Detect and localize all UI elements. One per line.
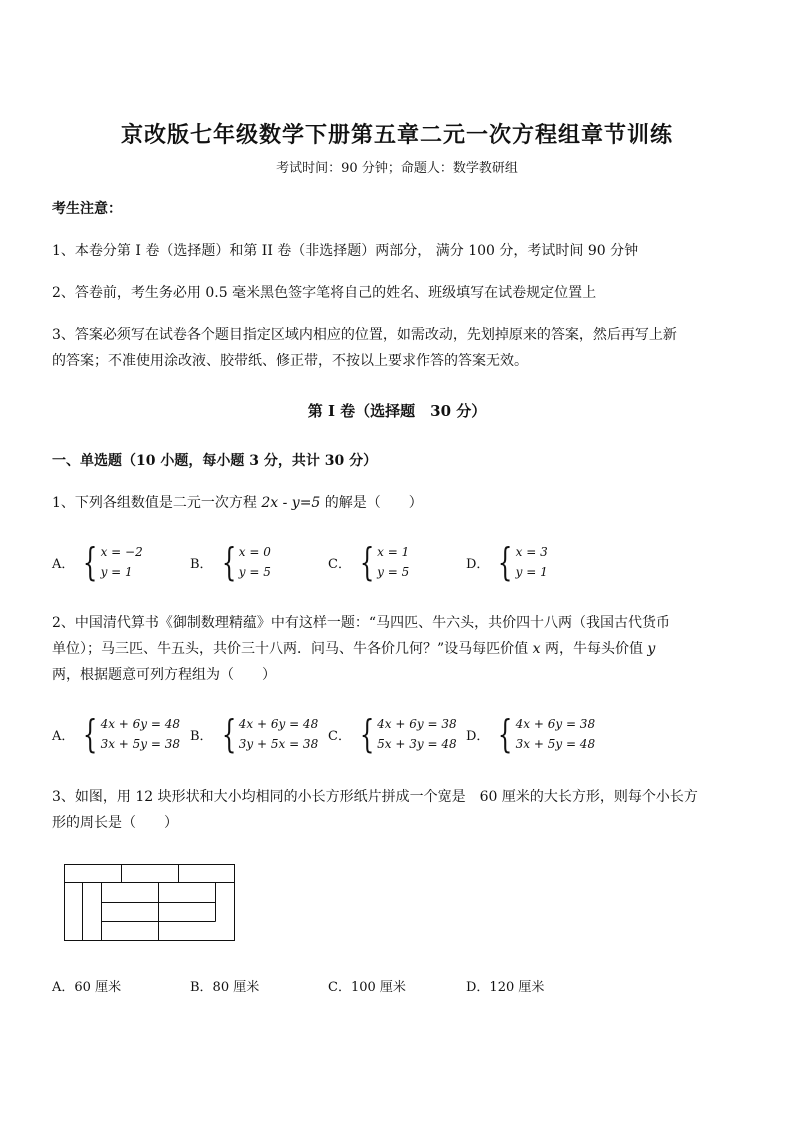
question-1-stem: 1、下列各组数值是二元一次方程 2x - y=5 的解是（ ） bbox=[52, 495, 423, 511]
equation: 2x - y=5 bbox=[261, 495, 321, 511]
option-c[interactable]: C． { 4x + 6y = 38 5x + 3y = 48 bbox=[328, 712, 457, 756]
section-heading: 一、单选题（10 小题，每小题 3 分，共计 30 分） bbox=[52, 453, 378, 469]
option-a[interactable]: A．60 厘米 bbox=[52, 980, 122, 995]
question-3-stem-line: 3、如图，用 12 块形状和大小均相同的小长方形纸片拼成一个宽是 60 厘米的大长方形，则每个小长方 bbox=[52, 789, 698, 805]
question-2-options bbox=[52, 712, 742, 756]
option-b[interactable]: B． { x = 0 y = 5 bbox=[190, 540, 271, 584]
option-a[interactable]: A． { x = −2 y = 1 bbox=[52, 540, 143, 584]
part-title: 第 I 卷（选择题 30 分） bbox=[307, 402, 487, 420]
notice-item: 1、本卷分第 I 卷（选择题）和第 II 卷（非选择题）两部分， 满分 100 分，考试时间 90 分钟 bbox=[52, 243, 639, 259]
brace-icon: { bbox=[83, 712, 98, 756]
brace-icon: { bbox=[221, 712, 236, 756]
exam-info: 考试时间：90 分钟；命题人：数学教研组 bbox=[276, 161, 518, 176]
brace-icon: { bbox=[498, 540, 513, 584]
notice-item: 3、答案必须写在试卷各个题目指定区域内相应的位置，如需改动，先划掉原来的答案，然后再写上新 bbox=[52, 327, 677, 343]
option-d[interactable]: D． { x = 3 y = 1 bbox=[466, 540, 548, 584]
question-1-options bbox=[52, 540, 742, 584]
page-title: 京改版七年级数学下册第五章二元一次方程组章节训练 bbox=[120, 122, 673, 148]
option-d[interactable]: D． { 4x + 6y = 38 3x + 5y = 48 bbox=[466, 712, 596, 756]
option-b[interactable]: B． { 4x + 6y = 48 3y + 5x = 38 bbox=[190, 712, 319, 756]
option-b[interactable]: B．80 厘米 bbox=[190, 980, 260, 995]
notice-heading: 考生注意： bbox=[52, 201, 122, 217]
question-2-stem-line: 单位）；马三匹、牛五头，共价三十八两．问马、牛各价几何？”设马每匹价值 x 两，牛每头价值 y bbox=[52, 641, 656, 657]
option-a[interactable]: A． { 4x + 6y = 48 3x + 5y = 38 bbox=[52, 712, 181, 756]
brace-icon: { bbox=[83, 540, 98, 584]
brace-icon: { bbox=[498, 712, 513, 756]
option-d[interactable]: D．120 厘米 bbox=[466, 980, 545, 995]
question-3-options bbox=[52, 976, 742, 996]
question-3-stem-line: 形的周长是（ ） bbox=[52, 815, 178, 831]
brace-icon: { bbox=[221, 540, 236, 584]
question-2-stem-line: 两，根据题意可列方程组为（ ） bbox=[52, 667, 276, 683]
rectangle-figure bbox=[64, 864, 236, 942]
question-2-stem-line: 2、中国清代算书《御制数理精蕴》中有这样一题：“马四匹、牛六头，共价四十八两（我国古代货币 bbox=[52, 615, 671, 631]
brace-icon: { bbox=[359, 712, 375, 756]
option-c[interactable]: C． { x = 1 y = 5 bbox=[328, 540, 410, 584]
option-c[interactable]: C．100 厘米 bbox=[328, 980, 406, 995]
notice-item: 2、答卷前，考生务必用 0.5 毫米黑色签字笔将自己的姓名、班级填写在试卷规定位置上 bbox=[52, 285, 597, 301]
notice-item: 的答案；不准使用涂改液、胶带纸、修正带，不按以上要求作答的答案无效。 bbox=[52, 353, 528, 369]
brace-icon: { bbox=[359, 540, 375, 584]
